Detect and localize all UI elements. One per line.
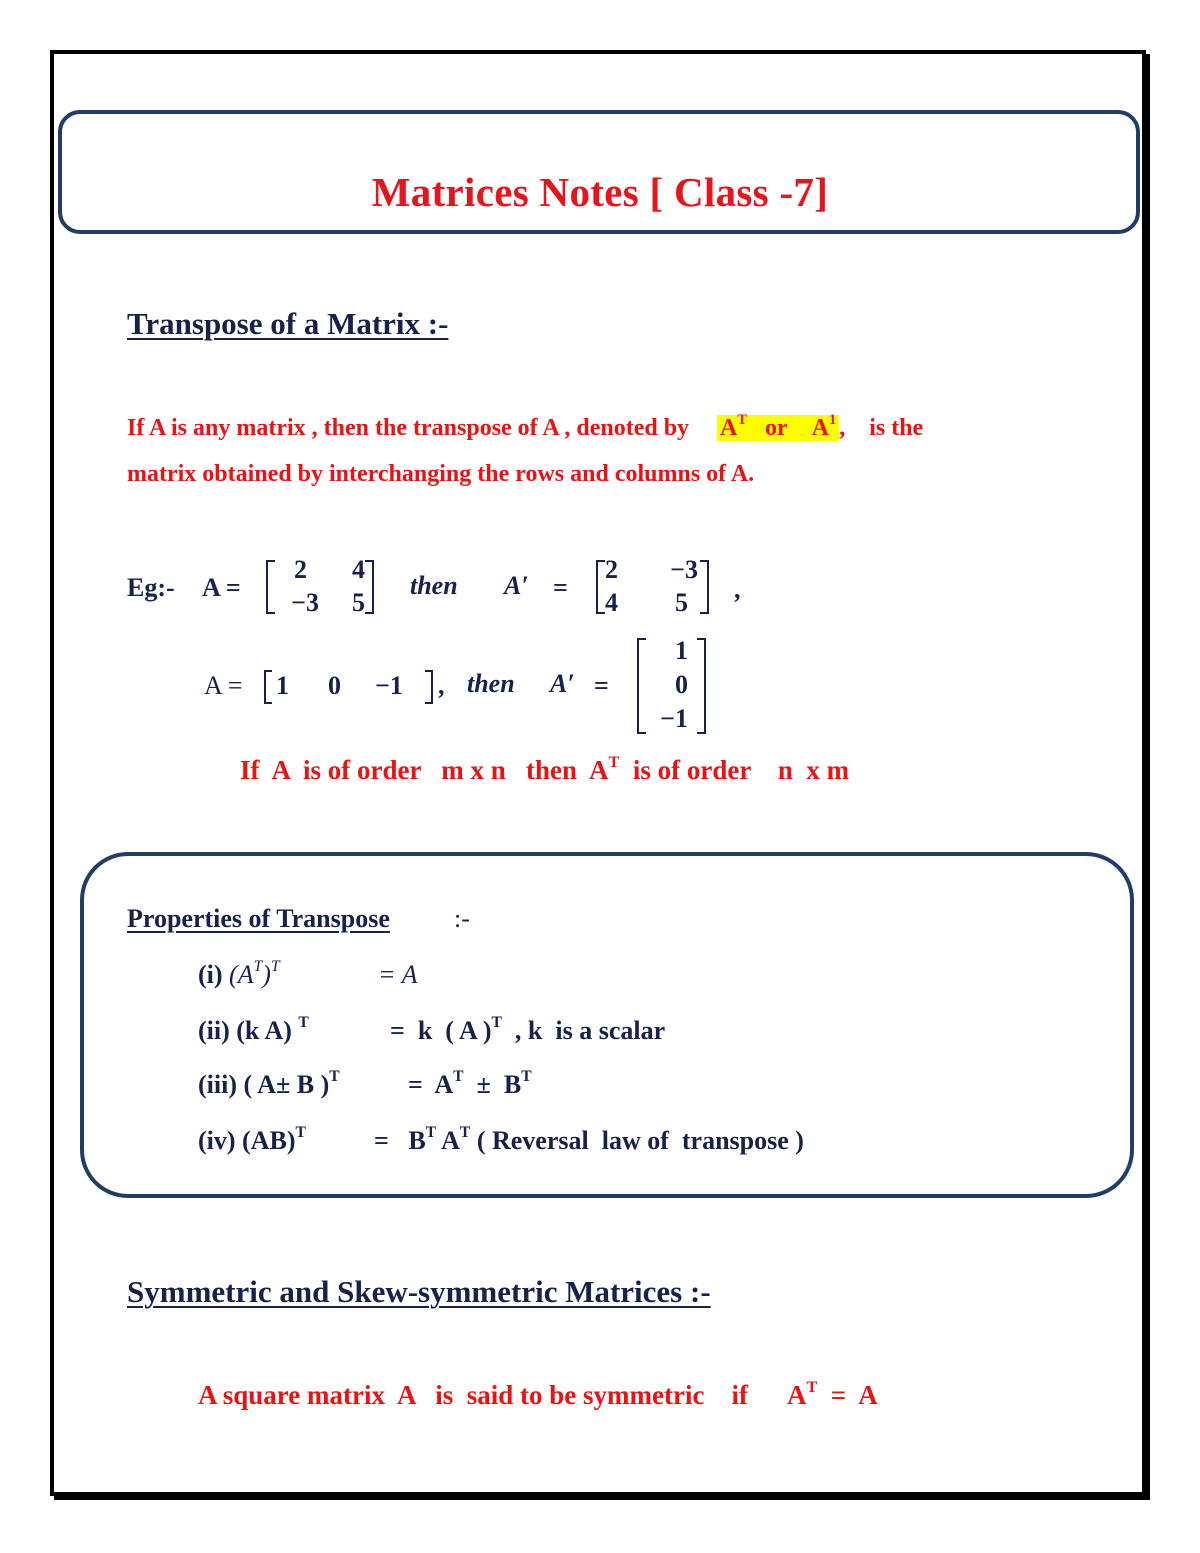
matrix-cell: 2 [605, 555, 618, 584]
a-prime: A′ [550, 669, 575, 698]
property-4-rhs: = $B^T$ $A^T$ ( Reversal law of transpose ) [374, 1124, 804, 1155]
example1-lhs: A = [202, 573, 241, 602]
comma: , [734, 575, 741, 604]
notation-highlight: $A^T$ or $A^1$ [717, 415, 839, 441]
then-word: then [467, 669, 515, 698]
property-2: (ii) (k A) $^T$ [198, 1014, 309, 1045]
matrix-cell: −3 [670, 555, 698, 584]
property-1-rhs: = A [378, 960, 418, 989]
order-statement: If A is of order m x n then $A^T$ is of order n x m [240, 752, 850, 785]
matrix-cell: −3 [291, 588, 319, 617]
matrix-bracket-left [596, 560, 605, 614]
row-bracket-left [264, 670, 272, 704]
properties-heading-suffix: :- [454, 904, 470, 933]
column-cell: 0 [675, 670, 688, 699]
matrix-cell: 4 [352, 555, 365, 584]
matrix-bracket-right [365, 560, 374, 614]
example-label: Eg:- [127, 573, 175, 602]
transpose-definition-line1: If A is any matrix , then the transpose of A , denoted by $A^T$ or $A^1$ , is the [127, 411, 924, 441]
transpose-heading: Transpose of a Matrix :- [127, 306, 449, 341]
a-prime: A′ [504, 571, 529, 600]
column-cell: −1 [660, 704, 688, 733]
then-word: then [410, 571, 458, 600]
property-2-rhs: = k ( A )$^T$ , k is a scalar [390, 1014, 666, 1045]
equals-sign: = [594, 671, 609, 700]
matrix-cell: 4 [605, 588, 618, 617]
property-1: (i) $(A^T)^T$ [198, 958, 280, 989]
column-bracket-right [697, 638, 706, 734]
equals-sign: = [553, 573, 568, 602]
comma: , [438, 671, 445, 700]
matrix-cell: 5 [352, 588, 365, 617]
row-cell: 1 [276, 671, 289, 700]
properties-heading: Properties of Transpose [127, 904, 390, 933]
transpose-definition-line2: matrix obtained by interchanging the rows and columns of A. [127, 461, 755, 487]
column-cell: 1 [675, 636, 688, 665]
symmetric-heading: Symmetric and Skew-symmetric Matrices :- [127, 1274, 711, 1309]
page-title: Matrices Notes [ Class -7] [371, 169, 829, 215]
definition-text: If A is any matrix , then the transpose of A , denoted by [127, 415, 690, 441]
matrix-cell: 2 [294, 555, 307, 584]
example2-lhs: A = [204, 671, 243, 700]
property-3-rhs: = $A^T \pm B^T$ [408, 1068, 532, 1099]
property-4: (iv) (AB)$^T$ [198, 1124, 306, 1155]
matrix-bracket-right [700, 560, 709, 614]
matrix-cell: 5 [675, 588, 688, 617]
row-cell: −1 [375, 671, 403, 700]
property-3: (iii) ( A± B )$^T$ [198, 1068, 340, 1099]
row-bracket-right [425, 670, 433, 704]
symmetric-definition: A square matrix A is said to be symmetric if $A^T = A$ [198, 1377, 878, 1410]
row-cell: 0 [328, 671, 341, 700]
